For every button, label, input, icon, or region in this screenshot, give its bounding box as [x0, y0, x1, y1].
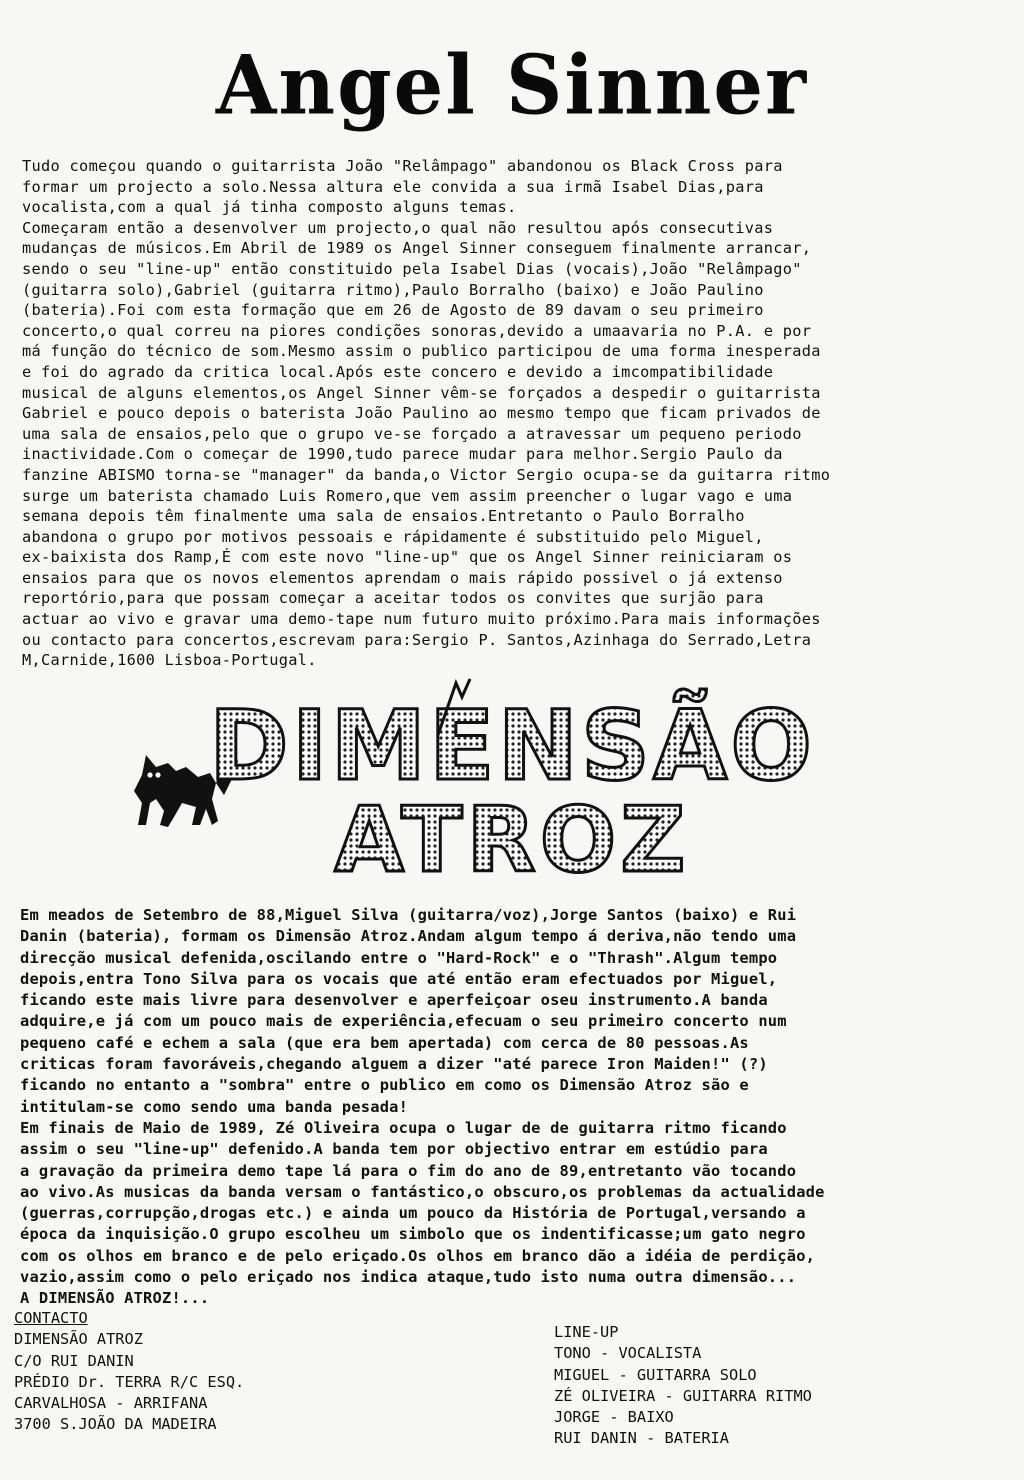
contact-line: C/O RUI DANIN	[14, 1351, 134, 1370]
contact-block	[14, 1308, 374, 1436]
contact-line: PRÉDIO Dr. TERRA R/C ESQ.	[14, 1372, 245, 1391]
lineup-block	[554, 1322, 994, 1450]
contact-line: 3700 S.JOÃO DA MADEIRA	[14, 1415, 217, 1434]
lineup-member: MIGUEL - GUITARRA SOLO	[554, 1365, 757, 1384]
lineup-member: RUI DANIN - BATERIA	[554, 1429, 729, 1448]
lineup-member: ZÉ OLIVEIRA - GUITARRA RITMO	[554, 1386, 812, 1405]
contact-line: CARVALHOSA - ARRIFANA	[14, 1394, 208, 1413]
lineup-member: JORGE - BAIXO	[554, 1408, 674, 1427]
band-title: Angel Sinner	[215, 37, 809, 134]
angel-sinner-article: Tudo começou quando o guitarrista João "Relâmpago" abandonou os Black Cross para formar um projecto a solo.Nessa altura ele convida a sua irmã Isabel Dias,para vocalista,com a qual já tinha composto alguns temas. Começaram então a desenvolver um projecto,o qual não resultou após consecutivas mudanças de músicos.Em Abril de 1989 os Angel Sinner conseguem finalmente arrancar, sendo o seu "line-up" então constituido pela Isabel Dias (vocais),João "Relâmpago" (guitarra solo),Gabriel (guitarra ritmo),Paulo Borralho (baixo) e João Paulino (bateria).Foi com esta formação que em 26 de Agosto de 89 davam o seu primeiro concerto,o qual correu na piores condições sonoras,devido a umaavaria no P.A. e por má função do técnico de som.Mesmo assim o publico participou de uma forma inesperada e foi do agrado da critica local.Após este concero e devido a imcompatibilidade musical de alguns elementos,os Angel Sinner vêm-se forçados a despedir o guitarrista Gabriel e pouco depois o baterista João Paulino ao mesmo tempo que ficam privados de uma sala de ensaios,pelo que o grupo ve-se forçado a atravessar um pequeno periodo inactividade.Com o começar de 1990,tudo parece mudar para melhor.Sergio Paulo da fanzine ABISMO torna-se "manager" da banda,o Victor Sergio ocupa-se da guitarra ritmo surge um baterista chamado Luis Romero,que vem assim preencher o lugar vago e uma semana depois têm finalmente uma sala de ensaios.Entretanto o Paulo Borralho abandona o grupo por motivos pessoais e rápidamente é substituido pelo Miguel, ex-baixista dos Ramp,É com este novo "line-up" que os Angel Sinner reiniciaram os ensaios para que os novos elementos aprendam o mais rápido possivel o já extenso reportório,para que possam começar a aceitar todos os convites que surjão para actuar ao vivo e gravar uma demo-tape num futuro muito próximo.Para mais informações ou contacto para concertos,escrevam para:Sergio P. Santos,Azinhaga do Serrado,Letra M,Carnide,1600 Lisboa-Portugal.	[22, 157, 831, 670]
logo-line2: ATROZ	[334, 788, 690, 893]
contact-heading: CONTACTO	[14, 1309, 88, 1327]
title-container	[0, 37, 1024, 134]
dimensao-atroz-article: Em meados de Setembro de 88,Miguel Silva (guitarra/voz),Jorge Santos (baixo) e Rui Danin (bateria), formam os Dimensão Atroz.Andam algum tempo á deriva,não tendo uma direcção musical defenida,oscilando entre o "Hard-Rock" e o "Thrash".Algum tempo depois,entra Tono Silva para os vocais que até então eram efectuados por Miguel, ficando este mais livre para desenvolver e aperfeiçoar oseu instrumento.A banda adquire,e já com um pouco mais de experiência,efecuam o seu primeiro concerto num pequeno café e echem a sala (que era bem apertada) com cerca de 80 pessoas.As criticas foram favoráveis,chegando alguem a dizer "até parece Iron Maiden!" (?) ficando no entanto a "sombra" entre o publico em como os Dimensão Atroz são e intitulam-se como sendo uma banda pesada! Em finais de Maio de 1989, Zé Oliveira ocupa o lugar de de guitarra ritmo ficando assim o seu "line-up" defenido.A banda tem por objectivo entrar em estúdio para a gravação da primeira demo tape lá para o fim do ano de 89,entretanto vão tocando ao vivo.As musicas da banda versam o fantástico,o obscuro,os problemas da actualidade (guerras,corrupção,drogas etc.) e ainda um pouco da História de Portugal,versando a época da inquisição.O grupo escolheu um simbolo que os indentificasse;um gato negro com os olhos em branco e de pelo eriçado.Os olhos em branco dão a idéia de perdição, vazio,assim como o pelo eriçado nos indica ataque,tudo isto numa outra dimensão... A DIMENSÃO ATROZ!...	[20, 906, 825, 1308]
lineup-heading: LINE-UP	[554, 1323, 619, 1341]
logo-graphics	[120, 675, 840, 905]
dimensao-atroz-logo-area	[120, 675, 840, 905]
logo-line1: DIMENSÃO	[209, 690, 815, 802]
contact-line: DIMENSÃO ATROZ	[14, 1330, 143, 1349]
lineup-member: TONO - VOCALISTA	[554, 1344, 702, 1363]
